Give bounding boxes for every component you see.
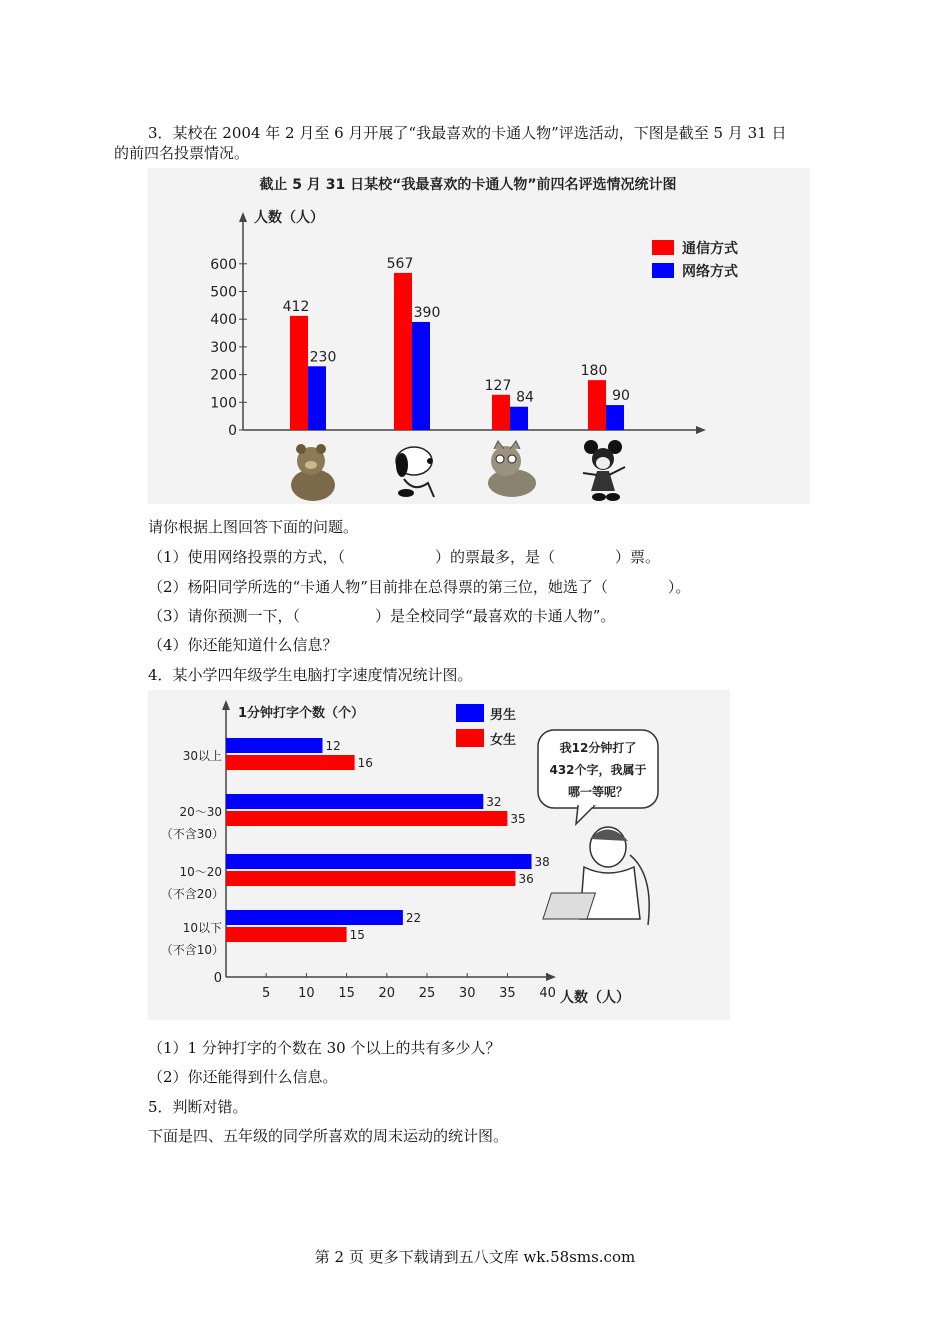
bar-value-label: 35: [510, 812, 526, 826]
x-tick-label: 35: [499, 986, 516, 1001]
legend-swatch: [456, 729, 484, 747]
bar-boys: [226, 910, 403, 925]
bar-value-label: 180: [580, 363, 608, 380]
bar-girls: [226, 755, 355, 770]
x-tick-label: 0: [213, 971, 222, 986]
q4-title: 4．某小学四年级学生电脑打字速度情况统计图。: [148, 666, 473, 684]
bar-snoopy-mail: [394, 273, 412, 430]
garfield-icon: [488, 441, 536, 497]
q4-sub1: （1）1 分钟打字的个数在 30 个以上的共有多少人？: [148, 1039, 501, 1057]
mickey-icon: [583, 440, 625, 501]
q3-intro-line2: 的前四名投票情况。: [114, 144, 250, 162]
chart-title: 截止 5 月 31 日某校“我最喜欢的卡通人物”前四名评选情况统计图: [259, 177, 677, 193]
bar-bear-mail: [290, 316, 308, 430]
bar-bear-online: [308, 366, 326, 430]
category-label: 10以下: [182, 921, 222, 935]
typing-speed-chart: [148, 690, 730, 1020]
x-tick-label: 5: [262, 986, 271, 1001]
bar-value-label: 22: [405, 911, 422, 925]
category-label: 10～20: [179, 865, 222, 879]
bar-garfield-online: [510, 407, 528, 430]
y-axis-label: 人数（人）: [254, 210, 324, 226]
legend-label: 男生: [490, 708, 517, 723]
bar-value-label: 84: [516, 389, 534, 406]
category-sublabel: （不含10）: [160, 943, 224, 957]
y-tick-label: 200: [210, 367, 237, 384]
q3-intro-line1: 3．某校在 2004 年 2 月至 6 月开展了“我最喜欢的卡通人物”评选活动，下图是截至 5 月 31 日: [148, 124, 787, 142]
bar-snoopy-online: [412, 322, 430, 430]
x-axis-arrow-icon: [696, 426, 706, 434]
y-axis-arrow-icon: [222, 700, 230, 710]
speech-bubble-line: 哪一等呢？: [567, 785, 629, 799]
bar-value-label: 15: [349, 928, 365, 942]
page-footer: 第 2 页 更多下载请到五八文库 wk.58sms.com: [314, 1248, 636, 1266]
student-at-computer-icon: [543, 827, 649, 925]
category-sublabel: （不含20）: [160, 887, 224, 901]
bar-boys: [226, 794, 483, 809]
bar-mickey-online: [606, 405, 624, 430]
q3-sub2: （2）杨阳同学所选的“卡通人物”目前排在总得票的第三位，她选了（ ）。: [148, 578, 691, 596]
bar-value-label: 127: [484, 377, 512, 394]
bar-value-label: 36: [518, 872, 534, 886]
bar-girls: [226, 811, 507, 826]
category-label: 30以上: [182, 749, 222, 763]
speech-bubble-line: 我12分钟打了: [559, 741, 637, 755]
bar-value-label: 16: [357, 756, 373, 770]
x-axis-label: 人数（人）: [560, 990, 630, 1006]
cartoon-vote-chart-svg: [148, 168, 810, 504]
category-label: 20～30: [179, 805, 222, 819]
speech-bubble-line: 432个字，我属于: [549, 763, 647, 777]
q3-prompt: 请你根据上图回答下面的问题。: [148, 518, 359, 536]
snoopy-icon: [396, 447, 434, 497]
bar-boys: [226, 854, 532, 869]
bar-value-label: 32: [486, 795, 502, 809]
y-axis-arrow-icon: [239, 212, 247, 222]
bar-garfield-mail: [492, 395, 510, 430]
bar-value-label: 412: [282, 298, 310, 315]
x-tick-label: 40: [539, 986, 556, 1001]
y-tick-label: 100: [210, 395, 237, 412]
bar-boys: [226, 738, 322, 753]
legend-swatch: [652, 240, 674, 255]
y-axis-label: 1分钟打字个数（个）: [238, 706, 365, 721]
x-tick-label: 30: [458, 986, 476, 1001]
q3-sub1: （1）使用网络投票的方式，（ ）的票最多，是（ ）票。: [148, 548, 661, 566]
y-tick-label: 600: [210, 256, 237, 273]
q5-desc: 下面是四、五年级的同学所喜欢的周末运动的统计图。: [148, 1127, 509, 1145]
y-tick-label: 400: [210, 312, 237, 329]
legend-label: 通信方式: [682, 241, 738, 257]
category-sublabel: （不含30）: [160, 827, 224, 841]
bar-value-label: 38: [534, 855, 550, 869]
bar-girls: [226, 927, 347, 942]
legend-swatch: [652, 263, 674, 278]
legend-label: 女生: [490, 733, 517, 748]
x-tick-label: 10: [298, 986, 315, 1001]
bear-icon: [291, 444, 335, 501]
cartoon-vote-chart: [148, 168, 810, 504]
q4-sub2: （2）你还能得到什么信息。: [148, 1068, 338, 1086]
typing-speed-chart-svg: [148, 690, 730, 1020]
bar-value-label: 12: [325, 739, 341, 753]
bar-value-label: 567: [386, 255, 414, 272]
bar-value-label: 90: [612, 388, 630, 405]
x-tick-label: 20: [378, 986, 396, 1001]
legend-swatch: [456, 704, 484, 722]
y-tick-label: 500: [210, 284, 237, 301]
q3-sub4: （4）你还能知道什么信息？: [148, 636, 338, 654]
speech-bubble: [538, 730, 658, 824]
y-tick-label: 0: [228, 423, 237, 439]
y-tick-label: 300: [210, 339, 237, 356]
q5-title: 5．判断对错。: [148, 1098, 248, 1116]
q3-sub3: （3）请你预测一下，（ ）是全校同学“最喜欢的卡通人物”。: [148, 607, 616, 625]
bar-value-label: 230: [309, 349, 337, 366]
legend-label: 网络方式: [682, 264, 738, 280]
x-tick-label: 25: [418, 986, 436, 1001]
bar-value-label: 390: [413, 304, 441, 321]
bar-mickey-mail: [588, 380, 606, 430]
bar-girls: [226, 871, 515, 886]
x-tick-label: 15: [338, 986, 355, 1001]
